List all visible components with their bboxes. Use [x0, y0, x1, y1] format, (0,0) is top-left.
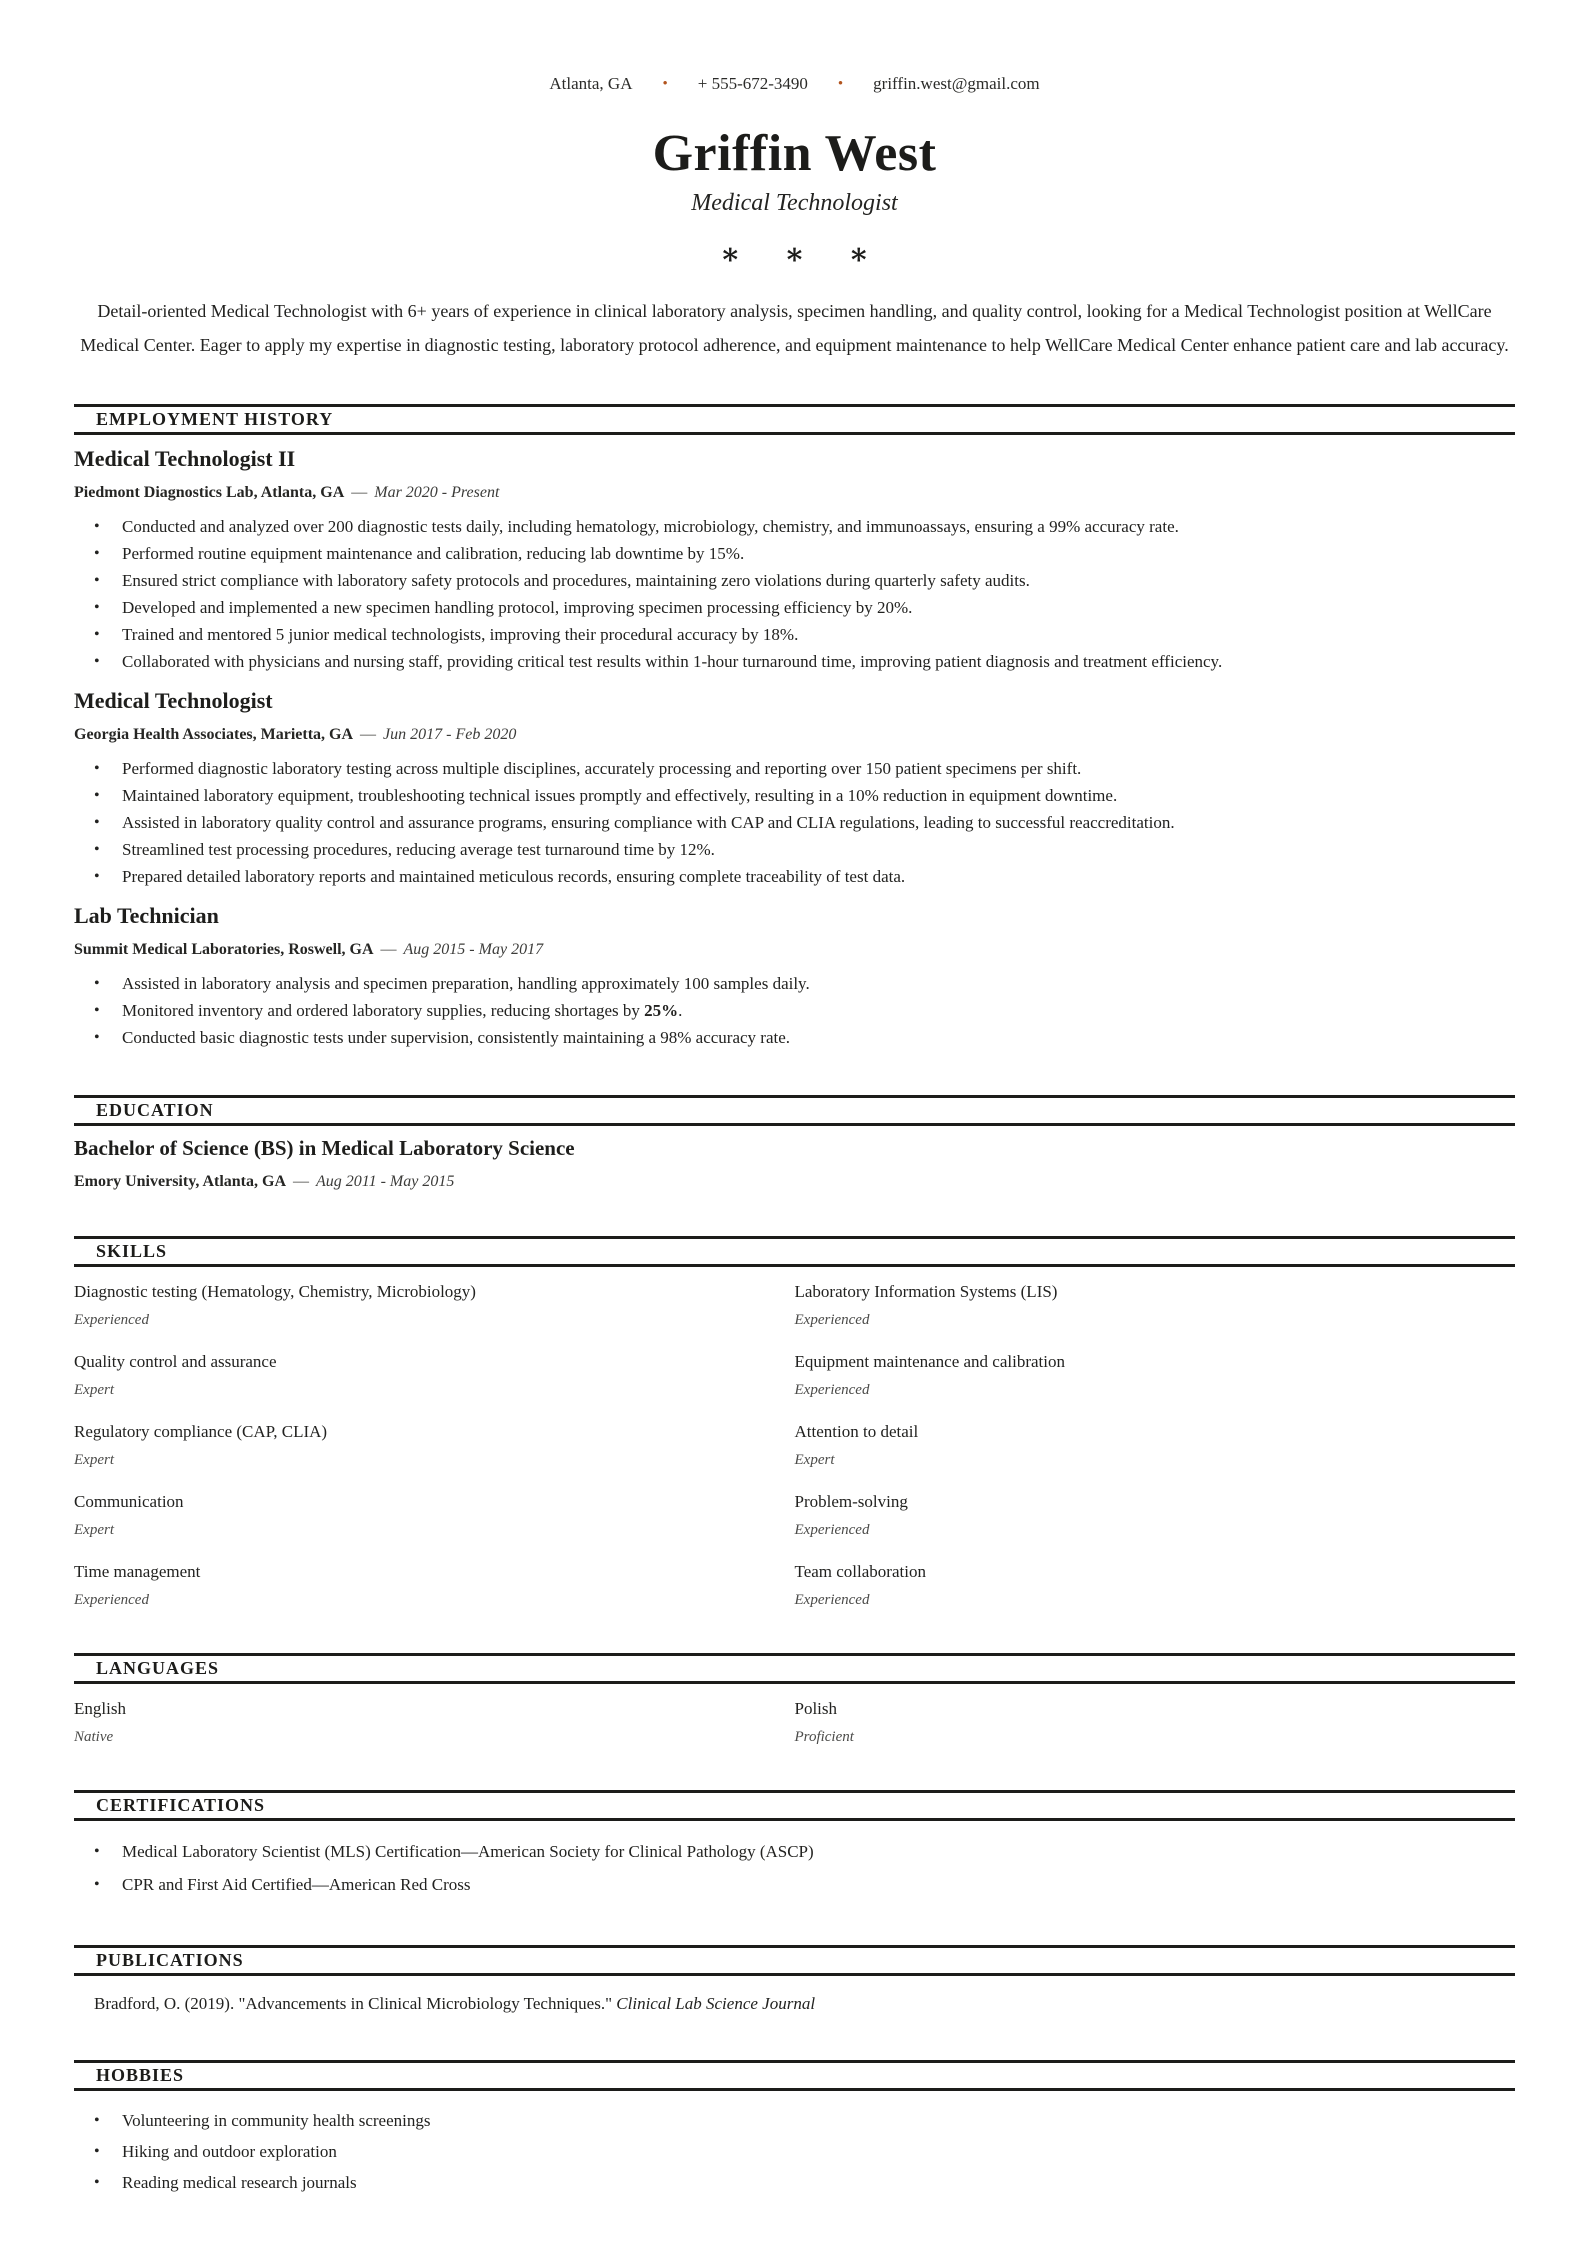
- job-bullet: • Ensured strict compliance with laboratory safety protocols and procedures, maintaining zero violations during quarterly safety audits.: [74, 567, 1515, 594]
- contact-row: [74, 74, 1515, 94]
- section-heading-skills: SKILLS: [74, 1236, 1515, 1267]
- job-bullet-list: [74, 970, 1515, 1051]
- education-dates: Aug 2011 - May 2015: [316, 1173, 455, 1191]
- section-heading-certifications: CERTIFICATIONS: [74, 1790, 1515, 1821]
- job-meta: [74, 725, 1515, 745]
- skill-item: [795, 1561, 1516, 1609]
- job-bullet: • Performed diagnostic laboratory testing across multiple disciplines, accurately processing and reporting over 150 patient specimens per shift.: [74, 755, 1515, 782]
- job-dates: Mar 2020 - Present: [374, 484, 500, 502]
- publication-citation: [74, 1992, 1515, 2016]
- skill-name: Problem-solving: [794, 1492, 908, 1512]
- section-heading-education: EDUCATION: [74, 1095, 1515, 1126]
- skill-level: Experienced: [794, 1312, 870, 1329]
- meta-dash: —: [351, 484, 368, 502]
- job-bullet: • Assisted in laboratory quality control and assurance programs, ensuring compliance with CAP and CLIA regulations, leading to successful reaccreditation.: [74, 809, 1515, 836]
- language-name: English: [74, 1699, 126, 1719]
- education-school: Emory University, Atlanta, GA: [74, 1173, 286, 1191]
- job-title: Medical Technologist: [74, 688, 273, 714]
- skill-level: Expert: [74, 1382, 114, 1399]
- job-bullet: [74, 997, 1515, 1024]
- skill-item: [74, 1281, 795, 1329]
- job-bullet-bold-text: 25%: [644, 1001, 679, 1021]
- skill-level: Expert: [74, 1522, 114, 1539]
- skill-name: Laboratory Information Systems (LIS): [794, 1282, 1058, 1302]
- publication-journal: Clinical Lab Science Journal: [616, 1994, 816, 2014]
- job-company: Summit Medical Laboratories, Roswell, GA: [74, 941, 374, 959]
- job-title: Medical Technologist II: [74, 446, 296, 472]
- meta-dash: —: [293, 1173, 309, 1191]
- language-item: [74, 1698, 795, 1746]
- publication-text: Bradford, O. (2019). "Advancements in Clinical Microbiology Techniques.": [94, 1994, 613, 2014]
- skill-item: [795, 1421, 1516, 1469]
- hobby-item: • Hiking and outdoor exploration: [74, 2136, 1515, 2167]
- contact-separator-dot: •: [837, 75, 844, 92]
- section-skills: [74, 1236, 1515, 1609]
- skill-name: Regulatory compliance (CAP, CLIA): [74, 1422, 328, 1442]
- job-bullet-list: [74, 513, 1515, 675]
- education-meta: [74, 1172, 1515, 1192]
- skill-name: Communication: [74, 1492, 184, 1512]
- job-bullet: • Prepared detailed laboratory reports and maintained meticulous records, ensuring complete traceability of test data.: [74, 863, 1515, 890]
- contact-email: griffin.west@gmail.com: [873, 74, 1040, 93]
- skill-level: Expert: [74, 1452, 114, 1469]
- language-level: Proficient: [794, 1729, 854, 1746]
- section-employment-history: [74, 404, 1515, 1051]
- skill-name: Quality control and assurance: [74, 1352, 277, 1372]
- certification-item: • Medical Laboratory Scientist (MLS) Certification—American Society for Clinical Pathology (ASCP): [74, 1835, 1515, 1868]
- languages-grid: [74, 1698, 1515, 1746]
- job-bullet: • Streamlined test processing procedures, reducing average test turnaround time by 12%.: [74, 836, 1515, 863]
- language-name: Polish: [794, 1699, 838, 1719]
- contact-phone: + 555-672-3490: [697, 74, 808, 93]
- education-degree: Bachelor of Science (BS) in Medical Laboratory Science: [74, 1136, 575, 1161]
- job-meta: [74, 940, 1515, 960]
- section-publications: [74, 1945, 1515, 2016]
- language-item: [795, 1698, 1516, 1746]
- skills-grid: [74, 1281, 1515, 1609]
- job-company: Piedmont Diagnostics Lab, Atlanta, GA: [74, 484, 345, 502]
- job-bullet: • Assisted in laboratory analysis and specimen preparation, handling approximately 100 samples daily.: [74, 970, 1515, 997]
- skill-level: Expert: [794, 1452, 835, 1469]
- contact-location: Atlanta, GA: [549, 74, 633, 93]
- candidate-job-title: Medical Technologist: [691, 190, 898, 217]
- job-bullet-text: Monitored inventory and ordered laboratory supplies, reducing shortages by: [122, 1001, 645, 1021]
- job-bullet: • Maintained laboratory equipment, troubleshooting technical issues promptly and effectively, resulting in a 10% reduction in equipment downtime.: [74, 782, 1515, 809]
- job-bullet: • Trained and mentored 5 junior medical technologists, improving their procedural accuracy by 18%.: [74, 621, 1515, 648]
- contact-separator-dot: •: [662, 75, 668, 92]
- hobbies-list: [74, 2105, 1515, 2198]
- job-bullet: • Conducted basic diagnostic tests under supervision, consistently maintaining a 98% accuracy rate.: [74, 1024, 1515, 1051]
- skill-level: Experienced: [794, 1592, 870, 1609]
- skill-name: Time management: [74, 1562, 201, 1582]
- section-heading-publications: PUBLICATIONS: [74, 1945, 1515, 1976]
- skill-item: [74, 1351, 795, 1399]
- certification-item: • CPR and First Aid Certified—American Red Cross: [74, 1868, 1515, 1901]
- skill-item: [74, 1491, 795, 1539]
- section-certifications: [74, 1790, 1515, 1901]
- job-bullet: • Conducted and analyzed over 200 diagnostic tests daily, including hematology, microbiology, chemistry, and immunoassays, ensuring a 99% accuracy rate.: [74, 513, 1515, 540]
- language-level: Native: [74, 1729, 114, 1746]
- job-dates: Aug 2015 - May 2017: [403, 941, 544, 959]
- job-meta: [74, 483, 1515, 503]
- meta-dash: —: [360, 726, 377, 744]
- job-title: Lab Technician: [74, 903, 219, 929]
- hobby-item: • Volunteering in community health screenings: [74, 2105, 1515, 2136]
- job-bullet-text: .: [678, 1001, 683, 1021]
- job-company: Georgia Health Associates, Marietta, GA: [74, 726, 354, 744]
- skill-level: Experienced: [74, 1312, 149, 1329]
- skill-name: Equipment maintenance and calibration: [794, 1352, 1065, 1372]
- job-entry: [74, 904, 1515, 1051]
- section-languages: [74, 1653, 1515, 1746]
- asterisk-divider-ornament: ∗ ∗ ∗: [719, 238, 888, 272]
- job-bullet: • Developed and implemented a new specimen handling protocol, improving specimen processing efficiency by 20%.: [74, 594, 1515, 621]
- section-hobbies: [74, 2060, 1515, 2198]
- candidate-name: Griffin West: [652, 125, 937, 182]
- skill-level: Experienced: [794, 1382, 870, 1399]
- job-bullet-list: [74, 755, 1515, 890]
- section-heading-employment: EMPLOYMENT HISTORY: [74, 404, 1515, 435]
- skill-item: [795, 1281, 1516, 1329]
- certifications-list: [74, 1835, 1515, 1901]
- job-bullet: • Collaborated with physicians and nursing staff, providing critical test results within 1-hour turnaround time, improving patient diagnosis and treatment efficiency.: [74, 648, 1515, 675]
- skill-item: [74, 1421, 795, 1469]
- section-heading-languages: LANGUAGES: [74, 1653, 1515, 1684]
- job-entry: [74, 689, 1515, 890]
- skill-item: [795, 1351, 1516, 1399]
- skill-item: [74, 1561, 795, 1609]
- skill-name: Team collaboration: [794, 1562, 926, 1582]
- skill-item: [795, 1491, 1516, 1539]
- skill-level: Experienced: [74, 1592, 149, 1609]
- hobby-item: • Reading medical research journals: [74, 2167, 1515, 2198]
- job-bullet: • Performed routine equipment maintenance and calibration, reducing lab downtime by 15%.: [74, 540, 1515, 567]
- profile-summary: Detail-oriented Medical Technologist with 6+ years of experience in clinical laboratory analysis, specimen handling, and quality control, looking for a Medical Technologist position at WellCare Medical Center. Eager to apply my expertise in diagnostic testing, laboratory protocol adherence, and equipment maintenance to help WellCare Medical Center enhance patient care and lab accuracy.: [80, 301, 1509, 356]
- section-heading-hobbies: HOBBIES: [74, 2060, 1515, 2091]
- skill-name: Diagnostic testing (Hematology, Chemistry, Microbiology): [74, 1282, 476, 1302]
- skill-level: Experienced: [794, 1522, 870, 1539]
- job-dates: Jun 2017 - Feb 2020: [383, 726, 517, 744]
- meta-dash: —: [380, 941, 397, 959]
- job-entry: [74, 447, 1515, 675]
- skill-name: Attention to detail: [794, 1422, 919, 1442]
- section-education: [74, 1095, 1515, 1192]
